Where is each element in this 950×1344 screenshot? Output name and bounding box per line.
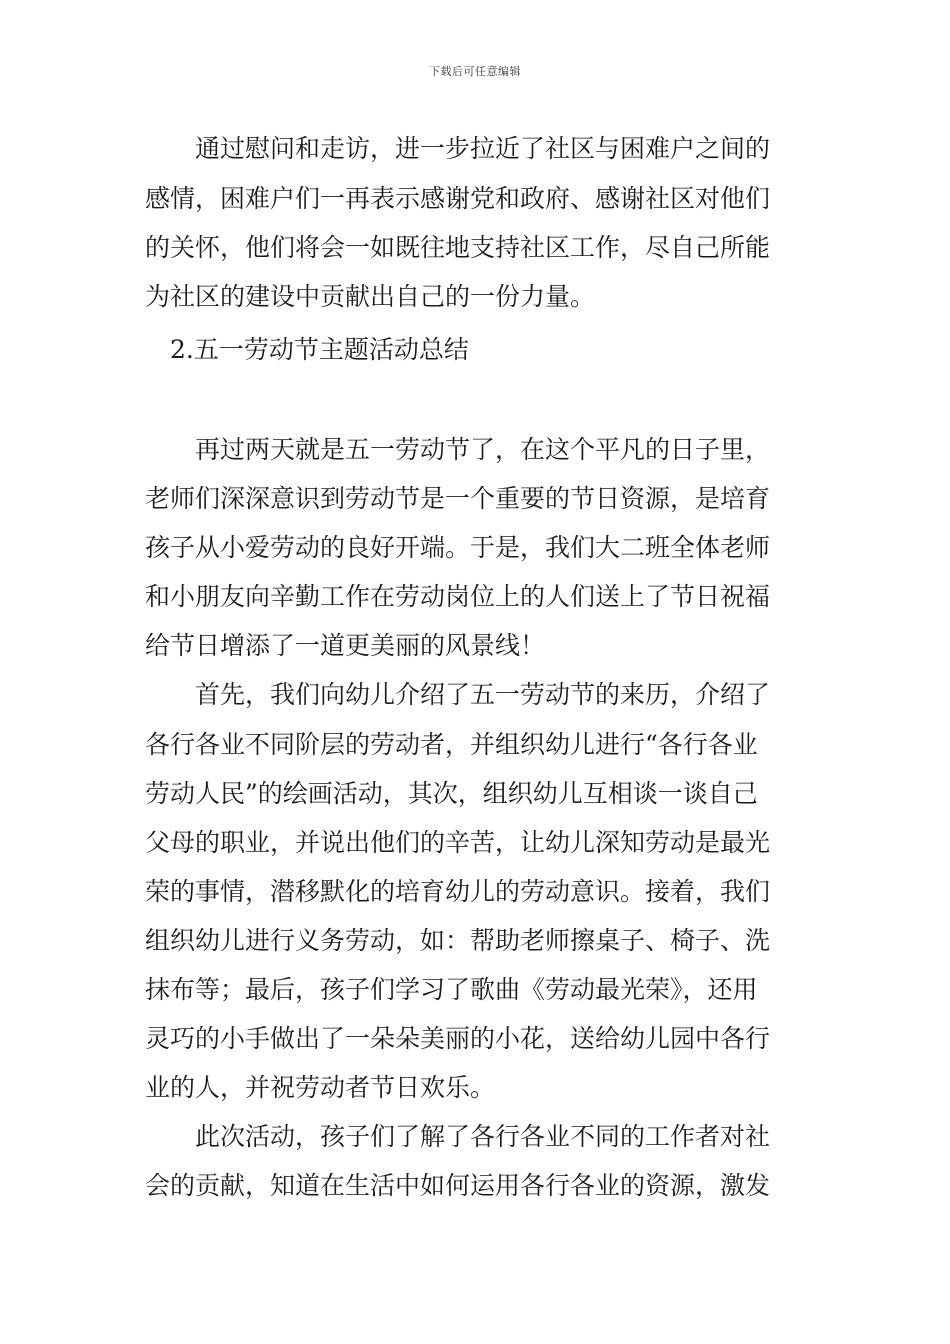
paragraph-2-line-1: 再过两天就是五一劳动节了，在这个平凡的日子里， <box>145 435 771 464</box>
paragraph-1-line-1: 通过慰问和走访，进一步拉近了社区与困难户之间的 <box>145 134 771 163</box>
paragraph-2-line-3: 孩子从小爱劳动的良好开端。于是，我们大二班全体老师 <box>145 533 771 562</box>
paragraph-2-line-4: 和小朋友向辛勤工作在劳动岗位上的人们送上了节日祝福 <box>145 582 771 611</box>
paragraph-3-line-9: 业的人，并祝劳动者节日欢乐。 <box>145 1073 496 1102</box>
paragraph-4-line-2: 会的贡献，知道在生活中如何运用各行各业的资源，激发 <box>145 1171 771 1200</box>
paragraph-3-line-6: 组织幼儿进行义务劳动，如：帮助老师擦桌子、椅子、洗 <box>145 926 771 955</box>
paragraph-1-line-3: 的关怀，他们将会一如既往地支持社区工作，尽自己所能 <box>145 233 771 262</box>
paragraph-2-line-5: 给节日增添了一道更美丽的风景线！ <box>145 631 546 660</box>
paragraph-3-line-7: 抹布等；最后，孩子们学习了歌曲《劳动最光荣》，还用 <box>145 975 758 1004</box>
paragraph-1-line-4: 为社区的建设中贡献出自己的一份力量。 <box>145 282 596 311</box>
section-heading: 2.五一劳动节主题活动总结 <box>170 335 469 364</box>
paragraph-3-line-4: 父母的职业，并说出他们的辛苦，让幼儿深知劳动是最光 <box>145 828 771 857</box>
paragraph-3-line-1: 首先，我们向幼儿介绍了五一劳动节的来历，介绍了 <box>145 680 771 709</box>
paragraph-3-line-5: 荣的事情，潜移默化的培育幼儿的劳动意识。接着，我们 <box>145 877 771 906</box>
paragraph-4-line-1: 此次活动，孩子们了解了各行各业不同的工作者对社 <box>145 1122 771 1151</box>
header-note: 下载后可任意编辑 <box>429 65 521 78</box>
paragraph-3-line-3: 劳动人民”的绘画活动，其次，组织幼儿互相谈一谈自己 <box>145 779 758 808</box>
paragraph-2-line-2: 老师们深深意识到劳动节是一个重要的节日资源，是培育 <box>145 484 771 513</box>
paragraph-1-line-2: 感情，困难户们一再表示感谢党和政府、感谢社区对他们 <box>145 184 771 213</box>
paragraph-3-line-8: 灵巧的小手做出了一朵朵美丽的小花，送给幼儿园中各行 <box>145 1024 771 1053</box>
paragraph-3-line-2: 各行各业不同阶层的劳动者，并组织幼儿进行“各行各业 <box>145 730 758 759</box>
